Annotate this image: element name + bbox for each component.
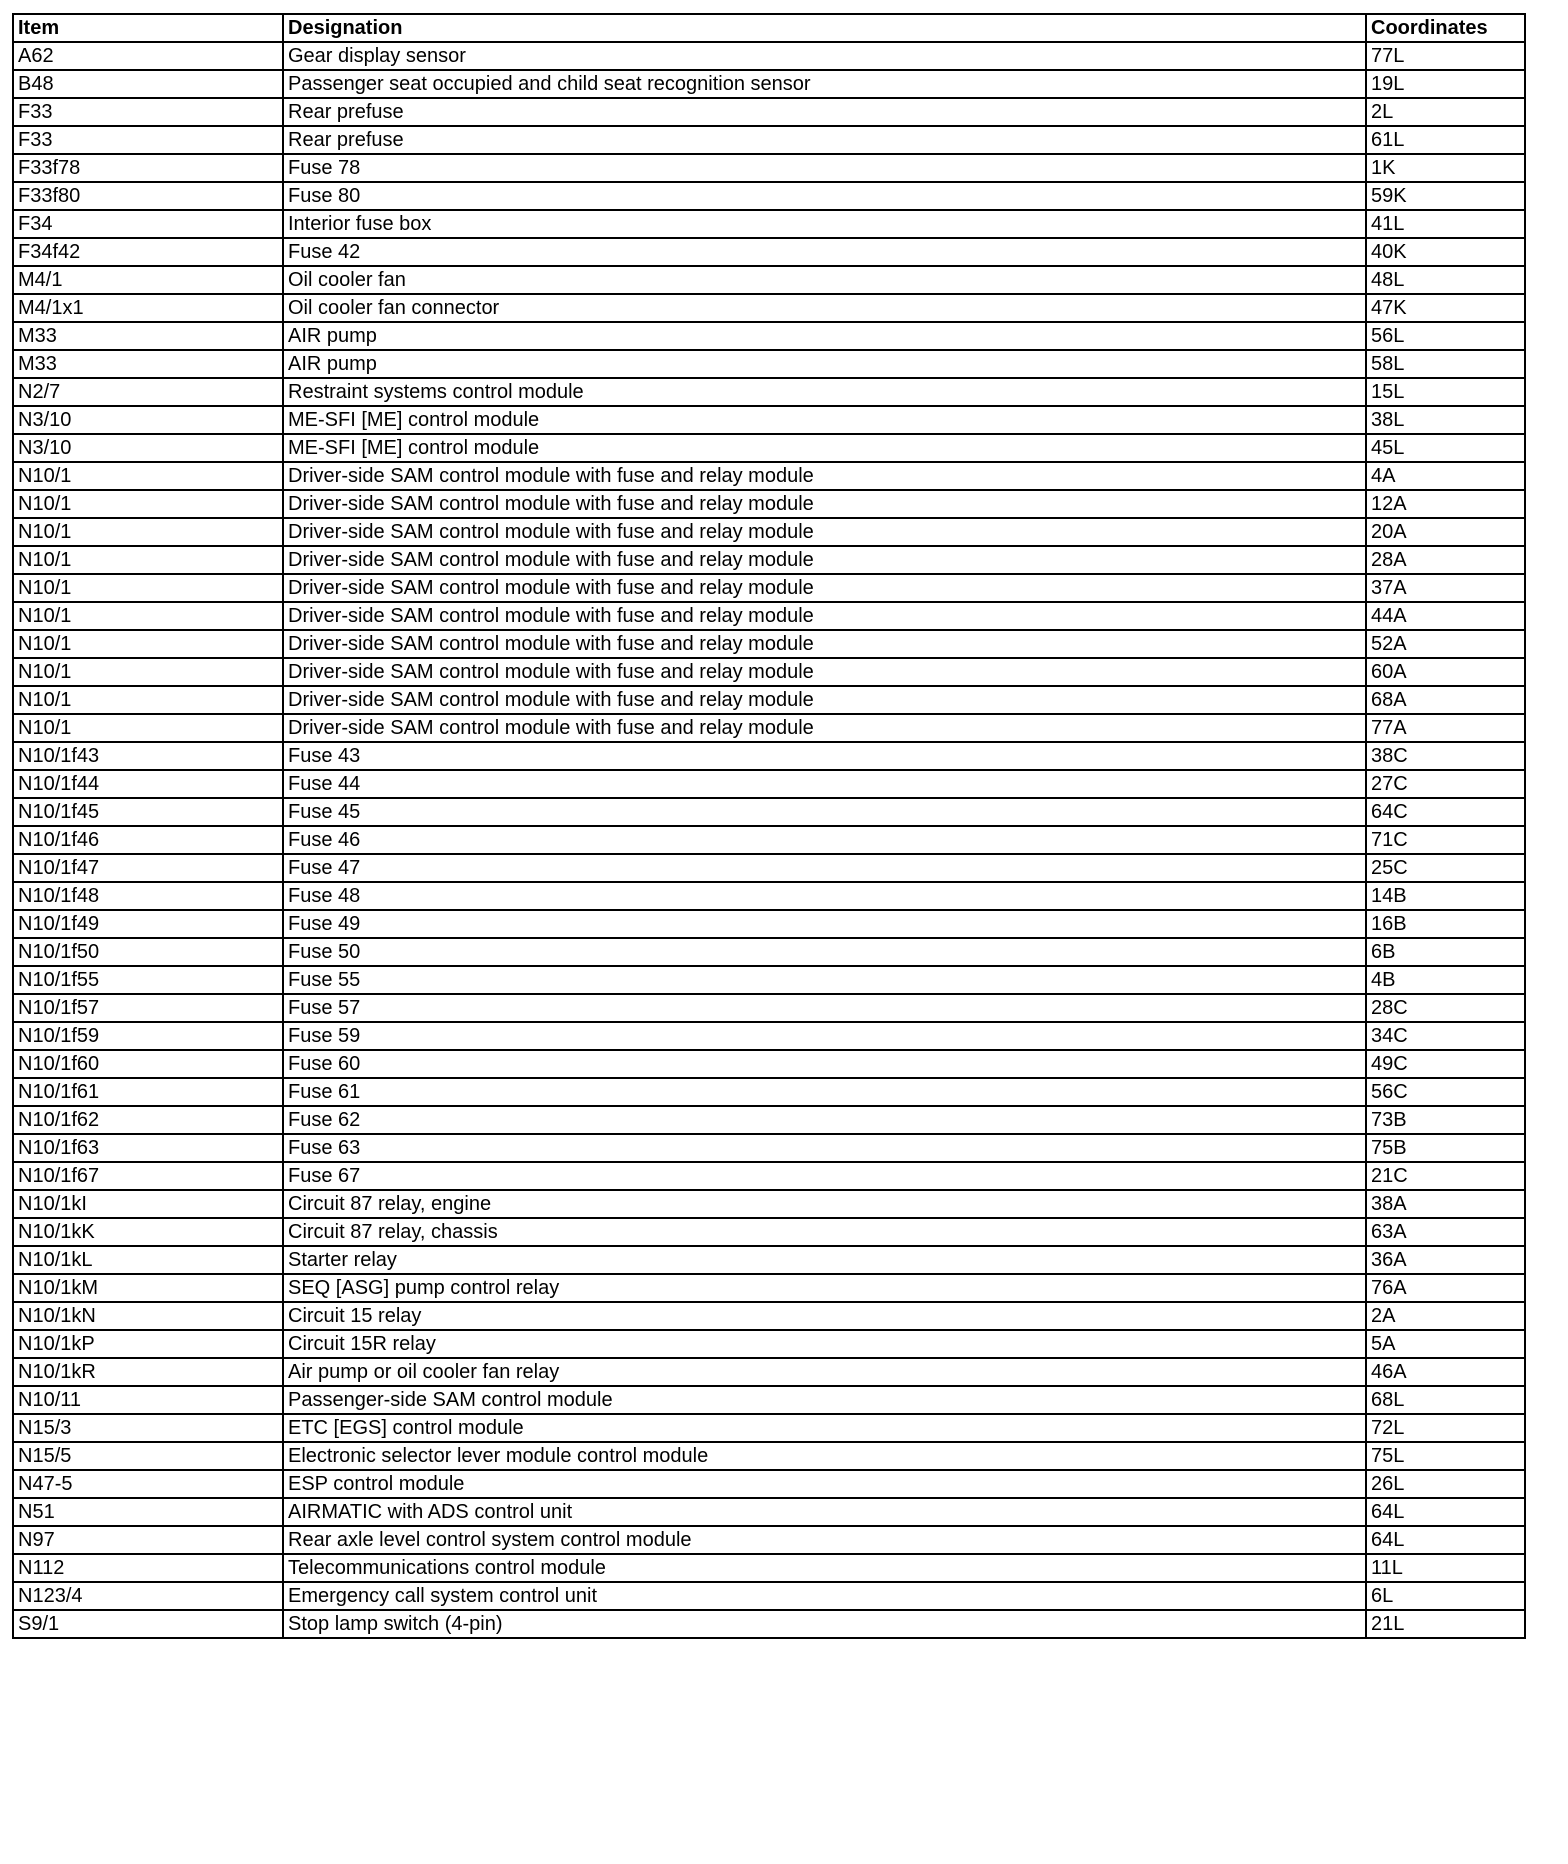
item-cell: N10/1f50: [13, 938, 283, 966]
item-cell: N10/1f47: [13, 854, 283, 882]
table-row: [13, 490, 1525, 518]
item-cell: N10/1kI: [13, 1190, 283, 1218]
table-body: [13, 42, 1525, 1638]
designation-cell: Emergency call system control unit: [283, 1582, 1366, 1610]
item-cell: N10/1: [13, 518, 283, 546]
table-row: [13, 238, 1525, 266]
item-cell: N15/3: [13, 1414, 283, 1442]
header-item: Item: [13, 14, 283, 42]
designation-cell: Fuse 59: [283, 1022, 1366, 1050]
coordinates-cell: 36A: [1366, 1246, 1525, 1274]
item-cell: N10/1f49: [13, 910, 283, 938]
item-cell: N10/1: [13, 714, 283, 742]
designation-cell: Circuit 87 relay, engine: [283, 1190, 1366, 1218]
coordinates-cell: 44A: [1366, 602, 1525, 630]
designation-cell: Fuse 47: [283, 854, 1366, 882]
item-cell: N10/1f62: [13, 1106, 283, 1134]
designation-cell: Fuse 55: [283, 966, 1366, 994]
designation-cell: Fuse 50: [283, 938, 1366, 966]
table-row: [13, 770, 1525, 798]
designation-cell: Passenger-side SAM control module: [283, 1386, 1366, 1414]
table-row: [13, 1134, 1525, 1162]
designation-cell: Passenger seat occupied and child seat recognition sensor: [283, 70, 1366, 98]
item-cell: M4/1x1: [13, 294, 283, 322]
table-row: [13, 1190, 1525, 1218]
coordinates-cell: 28A: [1366, 546, 1525, 574]
item-cell: N10/1f48: [13, 882, 283, 910]
designation-cell: Driver-side SAM control module with fuse and relay module: [283, 686, 1366, 714]
designation-cell: Circuit 15R relay: [283, 1330, 1366, 1358]
table-row: [13, 182, 1525, 210]
designation-cell: Oil cooler fan: [283, 266, 1366, 294]
item-cell: N10/1: [13, 574, 283, 602]
coordinates-cell: 60A: [1366, 658, 1525, 686]
item-cell: F33f78: [13, 154, 283, 182]
table-row: [13, 462, 1525, 490]
designation-cell: Gear display sensor: [283, 42, 1366, 70]
item-cell: N10/1: [13, 490, 283, 518]
item-cell: N10/1kL: [13, 1246, 283, 1274]
item-cell: N112: [13, 1554, 283, 1582]
item-cell: F34: [13, 210, 283, 238]
coordinates-cell: 38L: [1366, 406, 1525, 434]
designation-cell: Fuse 57: [283, 994, 1366, 1022]
table-row: [13, 98, 1525, 126]
designation-cell: Circuit 15 relay: [283, 1302, 1366, 1330]
item-cell: F33: [13, 98, 283, 126]
designation-cell: Driver-side SAM control module with fuse and relay module: [283, 490, 1366, 518]
coordinates-cell: 14B: [1366, 882, 1525, 910]
table-row: [13, 1078, 1525, 1106]
designation-cell: Fuse 48: [283, 882, 1366, 910]
table-row: [13, 1274, 1525, 1302]
table-row: [13, 798, 1525, 826]
coordinates-cell: 28C: [1366, 994, 1525, 1022]
item-cell: N10/1f57: [13, 994, 283, 1022]
table-row: [13, 518, 1525, 546]
coordinates-cell: 25C: [1366, 854, 1525, 882]
designation-cell: Fuse 49: [283, 910, 1366, 938]
table-row: [13, 154, 1525, 182]
designation-cell: AIRMATIC with ADS control unit: [283, 1498, 1366, 1526]
designation-cell: Driver-side SAM control module with fuse and relay module: [283, 602, 1366, 630]
designation-cell: ME-SFI [ME] control module: [283, 434, 1366, 462]
coordinates-cell: 34C: [1366, 1022, 1525, 1050]
designation-cell: Driver-side SAM control module with fuse and relay module: [283, 630, 1366, 658]
coordinates-cell: 2L: [1366, 98, 1525, 126]
coordinates-cell: 64L: [1366, 1526, 1525, 1554]
designation-cell: AIR pump: [283, 322, 1366, 350]
item-cell: F34f42: [13, 238, 283, 266]
item-cell: N10/1f60: [13, 1050, 283, 1078]
table-row: [13, 1554, 1525, 1582]
designation-cell: Circuit 87 relay, chassis: [283, 1218, 1366, 1246]
coordinates-cell: 64L: [1366, 1498, 1525, 1526]
coordinates-cell: 77A: [1366, 714, 1525, 742]
table-row: [13, 350, 1525, 378]
item-cell: N10/1kP: [13, 1330, 283, 1358]
coordinates-cell: 21C: [1366, 1162, 1525, 1190]
table-row: [13, 70, 1525, 98]
designation-cell: Fuse 67: [283, 1162, 1366, 1190]
designation-cell: Fuse 60: [283, 1050, 1366, 1078]
table-row: [13, 1498, 1525, 1526]
designation-cell: Air pump or oil cooler fan relay: [283, 1358, 1366, 1386]
coordinates-cell: 38A: [1366, 1190, 1525, 1218]
item-cell: N10/11: [13, 1386, 283, 1414]
table-row: [13, 630, 1525, 658]
coordinates-cell: 61L: [1366, 126, 1525, 154]
designation-cell: Fuse 46: [283, 826, 1366, 854]
coordinates-cell: 45L: [1366, 434, 1525, 462]
coordinates-cell: 75B: [1366, 1134, 1525, 1162]
coordinates-cell: 71C: [1366, 826, 1525, 854]
designation-cell: ME-SFI [ME] control module: [283, 406, 1366, 434]
coordinates-cell: 77L: [1366, 42, 1525, 70]
item-cell: N10/1f63: [13, 1134, 283, 1162]
item-cell: N2/7: [13, 378, 283, 406]
coordinates-cell: 1K: [1366, 154, 1525, 182]
item-cell: M4/1: [13, 266, 283, 294]
table-row: [13, 1526, 1525, 1554]
coordinates-cell: 68L: [1366, 1386, 1525, 1414]
designation-cell: Rear prefuse: [283, 126, 1366, 154]
coordinates-cell: 46A: [1366, 1358, 1525, 1386]
table-row: [13, 994, 1525, 1022]
table-row: [13, 714, 1525, 742]
coordinates-cell: 47K: [1366, 294, 1525, 322]
table-row: [13, 574, 1525, 602]
item-cell: N10/1f61: [13, 1078, 283, 1106]
table-row: [13, 686, 1525, 714]
item-cell: N10/1: [13, 686, 283, 714]
item-cell: N51: [13, 1498, 283, 1526]
table-row: [13, 1414, 1525, 1442]
item-cell: B48: [13, 70, 283, 98]
coordinates-cell: 75L: [1366, 1442, 1525, 1470]
designation-cell: Driver-side SAM control module with fuse and relay module: [283, 546, 1366, 574]
coordinates-cell: 15L: [1366, 378, 1525, 406]
designation-cell: Fuse 43: [283, 742, 1366, 770]
coordinates-cell: 58L: [1366, 350, 1525, 378]
table-row: [13, 322, 1525, 350]
coordinates-cell: 12A: [1366, 490, 1525, 518]
item-cell: M33: [13, 322, 283, 350]
coordinates-cell: 52A: [1366, 630, 1525, 658]
designation-cell: Fuse 80: [283, 182, 1366, 210]
item-cell: N10/1kM: [13, 1274, 283, 1302]
item-cell: N10/1: [13, 658, 283, 686]
coordinates-cell: 56C: [1366, 1078, 1525, 1106]
coordinates-cell: 63A: [1366, 1218, 1525, 1246]
coordinates-cell: 6B: [1366, 938, 1525, 966]
coordinates-cell: 64C: [1366, 798, 1525, 826]
item-cell: N10/1: [13, 462, 283, 490]
designation-cell: Restraint systems control module: [283, 378, 1366, 406]
item-cell: N3/10: [13, 406, 283, 434]
item-cell: N10/1: [13, 630, 283, 658]
table-row: [13, 1610, 1525, 1638]
coordinates-cell: 37A: [1366, 574, 1525, 602]
designation-cell: Telecommunications control module: [283, 1554, 1366, 1582]
designation-cell: Fuse 63: [283, 1134, 1366, 1162]
designation-cell: ESP control module: [283, 1470, 1366, 1498]
item-cell: N15/5: [13, 1442, 283, 1470]
component-legend: [12, 13, 1526, 1639]
coordinates-cell: 19L: [1366, 70, 1525, 98]
designation-cell: ETC [EGS] control module: [283, 1414, 1366, 1442]
table-row: [13, 406, 1525, 434]
table-row: [13, 826, 1525, 854]
table-row: [13, 742, 1525, 770]
table-row: [13, 1050, 1525, 1078]
designation-cell: Electronic selector lever module control module: [283, 1442, 1366, 1470]
coordinates-cell: 20A: [1366, 518, 1525, 546]
item-cell: N10/1kN: [13, 1302, 283, 1330]
header-designation: Designation: [283, 14, 1366, 42]
item-cell: S9/1: [13, 1610, 283, 1638]
designation-cell: Fuse 61: [283, 1078, 1366, 1106]
table-row: [13, 266, 1525, 294]
table-row: [13, 938, 1525, 966]
table-row: [13, 1582, 1525, 1610]
item-cell: A62: [13, 42, 283, 70]
item-cell: N10/1f44: [13, 770, 283, 798]
table-row: [13, 434, 1525, 462]
designation-cell: Fuse 78: [283, 154, 1366, 182]
coordinates-cell: 72L: [1366, 1414, 1525, 1442]
component-table: [12, 13, 1526, 1639]
coordinates-cell: 11L: [1366, 1554, 1525, 1582]
designation-cell: Driver-side SAM control module with fuse and relay module: [283, 658, 1366, 686]
designation-cell: Fuse 44: [283, 770, 1366, 798]
table-row: [13, 1106, 1525, 1134]
designation-cell: Oil cooler fan connector: [283, 294, 1366, 322]
item-cell: N3/10: [13, 434, 283, 462]
designation-cell: Fuse 62: [283, 1106, 1366, 1134]
coordinates-cell: 41L: [1366, 210, 1525, 238]
item-cell: N10/1f67: [13, 1162, 283, 1190]
table-row: [13, 1302, 1525, 1330]
designation-cell: Interior fuse box: [283, 210, 1366, 238]
designation-cell: Starter relay: [283, 1246, 1366, 1274]
table-row: [13, 126, 1525, 154]
designation-cell: Fuse 42: [283, 238, 1366, 266]
table-row: [13, 1218, 1525, 1246]
item-cell: N10/1kK: [13, 1218, 283, 1246]
coordinates-cell: 2A: [1366, 1302, 1525, 1330]
coordinates-cell: 4A: [1366, 462, 1525, 490]
item-cell: F33: [13, 126, 283, 154]
table-header-row: [13, 14, 1525, 42]
item-cell: M33: [13, 350, 283, 378]
coordinates-cell: 76A: [1366, 1274, 1525, 1302]
table-row: [13, 546, 1525, 574]
designation-cell: Rear prefuse: [283, 98, 1366, 126]
designation-cell: Fuse 45: [283, 798, 1366, 826]
table-row: [13, 854, 1525, 882]
coordinates-cell: 38C: [1366, 742, 1525, 770]
coordinates-cell: 27C: [1366, 770, 1525, 798]
coordinates-cell: 68A: [1366, 686, 1525, 714]
designation-cell: Stop lamp switch (4-pin): [283, 1610, 1366, 1638]
item-cell: N123/4: [13, 1582, 283, 1610]
table-row: [13, 882, 1525, 910]
table-row: [13, 602, 1525, 630]
table-row: [13, 294, 1525, 322]
table-row: [13, 1470, 1525, 1498]
item-cell: N10/1: [13, 602, 283, 630]
item-cell: N10/1f55: [13, 966, 283, 994]
table-row: [13, 378, 1525, 406]
designation-cell: Driver-side SAM control module with fuse and relay module: [283, 574, 1366, 602]
table-row: [13, 210, 1525, 238]
designation-cell: AIR pump: [283, 350, 1366, 378]
designation-cell: Driver-side SAM control module with fuse and relay module: [283, 518, 1366, 546]
designation-cell: Rear axle level control system control module: [283, 1526, 1366, 1554]
designation-cell: Driver-side SAM control module with fuse and relay module: [283, 714, 1366, 742]
designation-cell: Driver-side SAM control module with fuse and relay module: [283, 462, 1366, 490]
item-cell: N10/1f46: [13, 826, 283, 854]
item-cell: N10/1f45: [13, 798, 283, 826]
coordinates-cell: 73B: [1366, 1106, 1525, 1134]
table-row: [13, 1442, 1525, 1470]
item-cell: N97: [13, 1526, 283, 1554]
coordinates-cell: 4B: [1366, 966, 1525, 994]
item-cell: F33f80: [13, 182, 283, 210]
designation-cell: SEQ [ASG] pump control relay: [283, 1274, 1366, 1302]
table-row: [13, 1022, 1525, 1050]
table-row: [13, 1330, 1525, 1358]
coordinates-cell: 26L: [1366, 1470, 1525, 1498]
coordinates-cell: 21L: [1366, 1610, 1525, 1638]
coordinates-cell: 16B: [1366, 910, 1525, 938]
item-cell: N10/1f43: [13, 742, 283, 770]
table-row: [13, 910, 1525, 938]
table-row: [13, 1162, 1525, 1190]
coordinates-cell: 5A: [1366, 1330, 1525, 1358]
coordinates-cell: 59K: [1366, 182, 1525, 210]
table-row: [13, 1358, 1525, 1386]
table-row: [13, 658, 1525, 686]
table-row: [13, 1246, 1525, 1274]
header-coordinates: Coordinates: [1366, 14, 1525, 42]
coordinates-cell: 6L: [1366, 1582, 1525, 1610]
table-row: [13, 1386, 1525, 1414]
table-row: [13, 966, 1525, 994]
coordinates-cell: 40K: [1366, 238, 1525, 266]
table-row: [13, 42, 1525, 70]
item-cell: N10/1kR: [13, 1358, 283, 1386]
coordinates-cell: 56L: [1366, 322, 1525, 350]
item-cell: N10/1: [13, 546, 283, 574]
coordinates-cell: 48L: [1366, 266, 1525, 294]
item-cell: N10/1f59: [13, 1022, 283, 1050]
coordinates-cell: 49C: [1366, 1050, 1525, 1078]
item-cell: N47-5: [13, 1470, 283, 1498]
